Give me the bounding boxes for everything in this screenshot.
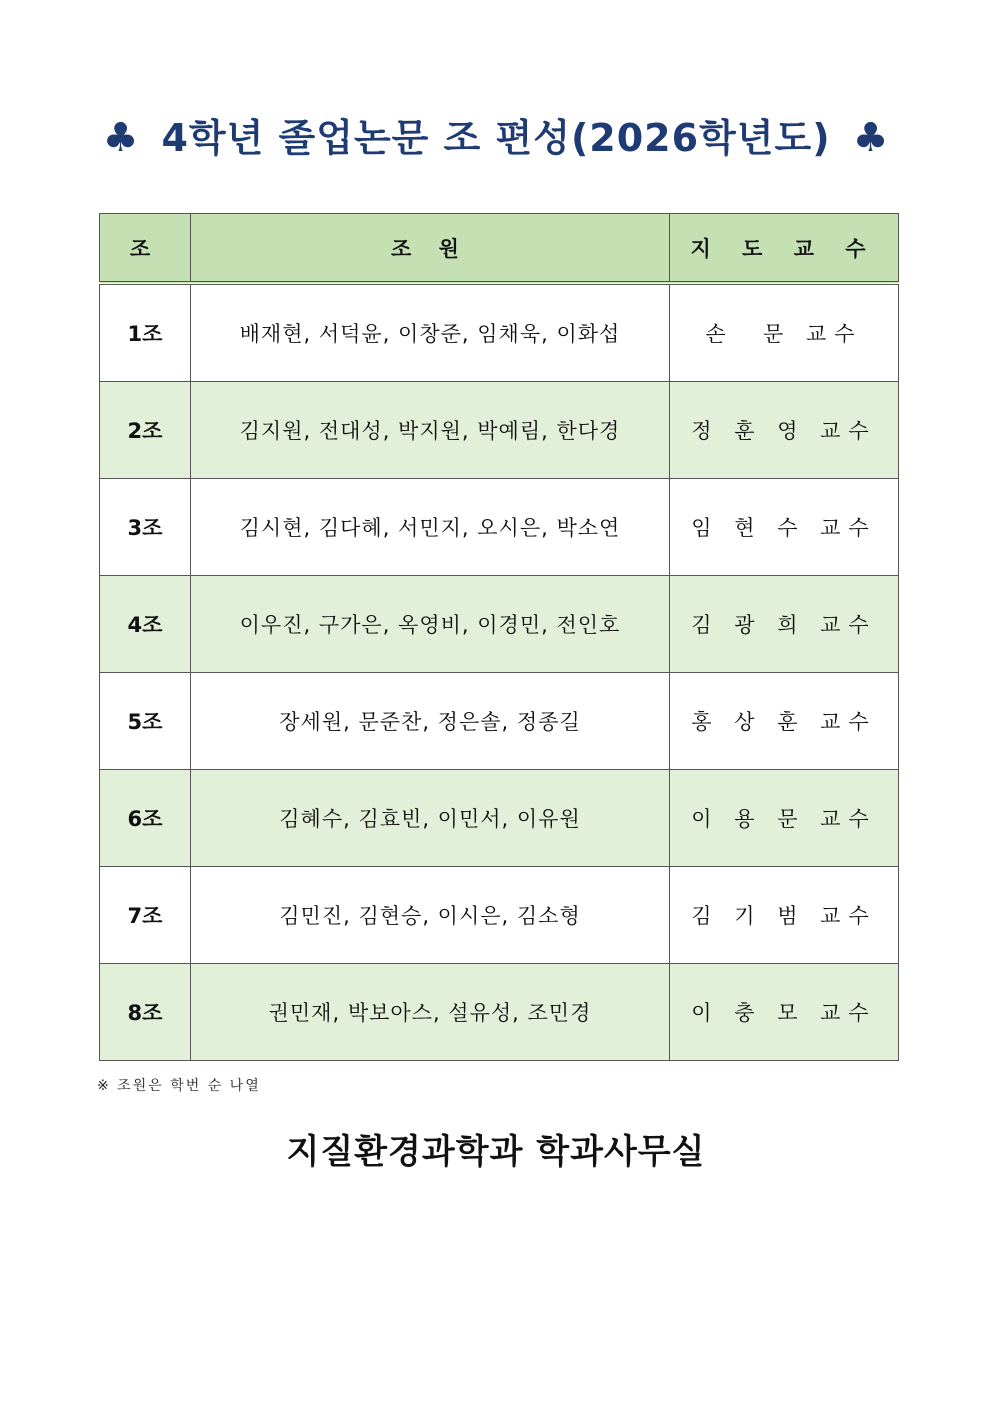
group-professor: 홍 상 훈 교수	[670, 673, 899, 770]
group-members: 장세원, 문준찬, 정은솔, 정종길	[191, 673, 670, 770]
header-members: 조 원	[191, 214, 670, 284]
group-professor: 임 현 수 교수	[670, 479, 899, 576]
group-number: 1조	[100, 283, 191, 382]
table-row	[100, 673, 899, 770]
club-icon: ♣	[102, 115, 140, 161]
table-row	[100, 283, 899, 382]
table-row	[100, 382, 899, 479]
group-members: 김시현, 김다혜, 서민지, 오시은, 박소연	[191, 479, 670, 576]
group-members: 이우진, 구가은, 옥영비, 이경민, 전인호	[191, 576, 670, 673]
group-professor: 정 훈 영 교수	[670, 382, 899, 479]
group-number: 3조	[100, 479, 191, 576]
group-table	[99, 213, 899, 1061]
group-members: 김민진, 김현승, 이시은, 김소형	[191, 867, 670, 964]
header-professor: 지 도 교 수	[670, 214, 899, 284]
table-row	[100, 770, 899, 867]
table-note: ※ 조원은 학번 순 나열	[97, 1078, 261, 1094]
group-number: 6조	[100, 770, 191, 867]
group-professor: 김 광 희 교수	[670, 576, 899, 673]
document-title-text: 4학년 졸업논문 조 편성(2026학년도)	[161, 116, 831, 160]
document-title	[0, 108, 992, 168]
header-group: 조	[100, 214, 191, 284]
group-number: 7조	[100, 867, 191, 964]
group-professor: 이 충 모 교수	[670, 964, 899, 1061]
group-number: 4조	[100, 576, 191, 673]
table-row	[100, 867, 899, 964]
group-members: 김지원, 전대성, 박지원, 박예림, 한다경	[191, 382, 670, 479]
table-header-row	[100, 214, 899, 284]
group-members: 김혜수, 김효빈, 이민서, 이유원	[191, 770, 670, 867]
table-row	[100, 964, 899, 1061]
club-icon: ♣	[852, 115, 890, 161]
group-members: 배재현, 서덕윤, 이창준, 임채욱, 이화섭	[191, 283, 670, 382]
group-professor: 이 용 문 교수	[670, 770, 899, 867]
group-number: 8조	[100, 964, 191, 1061]
table-row	[100, 479, 899, 576]
group-professor	[670, 283, 899, 382]
department-office: 지질환경과학과 학과사무실	[286, 1132, 706, 1172]
professor-name: 손 문 교수	[705, 322, 863, 346]
group-number: 2조	[100, 382, 191, 479]
group-members: 권민재, 박보아스, 설유성, 조민경	[191, 964, 670, 1061]
group-professor: 김 기 범 교수	[670, 867, 899, 964]
table-row	[100, 576, 899, 673]
group-number: 5조	[100, 673, 191, 770]
